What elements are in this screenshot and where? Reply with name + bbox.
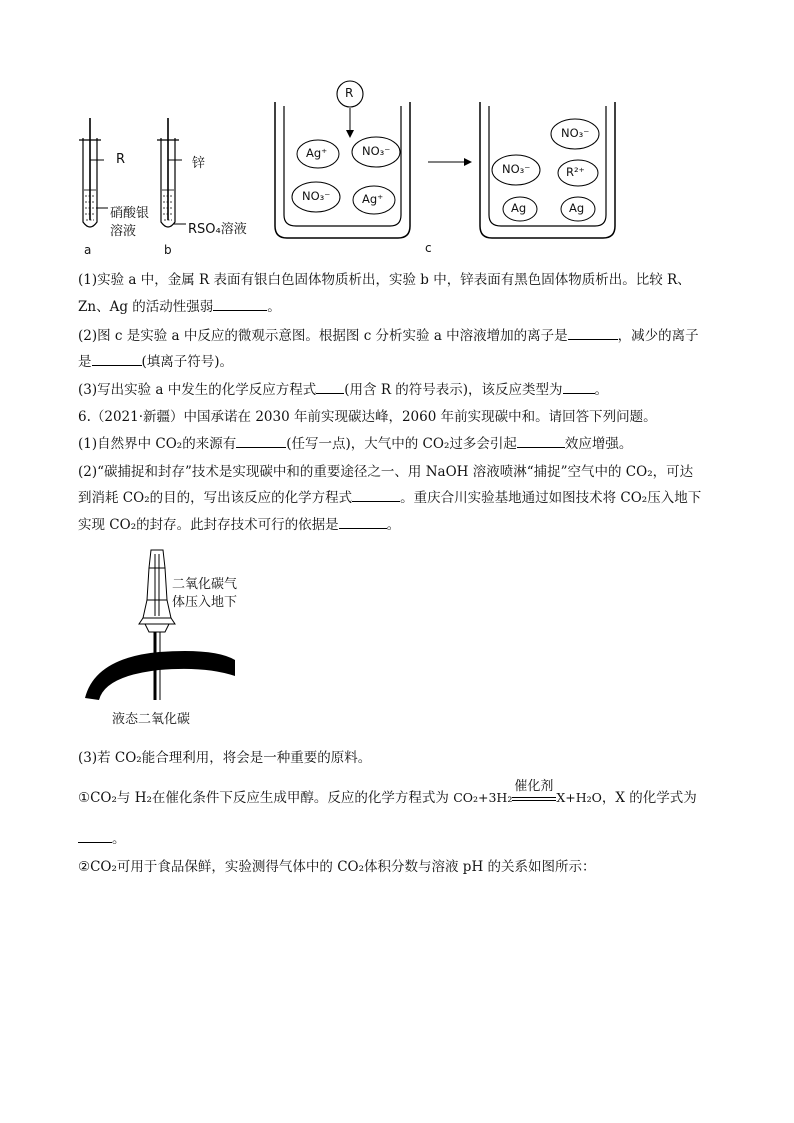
label-c: c [425, 241, 432, 255]
ion-left-1: Ag⁺ [306, 146, 328, 160]
test-tube-a [79, 118, 101, 227]
q5-part2-line2 [78, 352, 233, 372]
q5-part3 [78, 380, 608, 400]
ion-left-4: Ag⁺ [362, 192, 384, 206]
q5-part2-text-b: ，减少的离子 [617, 328, 699, 344]
q5-part1-text: Zn、Ag 的活动性强弱 [78, 299, 214, 315]
answer-blank[interactable] [92, 353, 142, 366]
q6-title: 6.（2021·新疆）中国承诺在 2030 年前实现碳达峰，2060 年前实现碳中和。请回答下列问题。 [78, 409, 657, 425]
fig2-label-1: 二氧化碳气 [172, 577, 238, 592]
q6-part3-item1 [78, 778, 697, 808]
experiment-figure [70, 80, 650, 262]
q6-part2-line2 [78, 488, 701, 508]
ion-right-2: NO₃⁻ [502, 162, 531, 176]
q6-part2-line3 [78, 515, 400, 535]
test-tube-b [157, 118, 179, 227]
falling-atom-label: R [345, 86, 354, 100]
beaker-left [275, 102, 410, 238]
q6-part1-text: (1)自然界中 CO₂的来源有 [78, 436, 237, 452]
q6-part1-text-c: 效应增强。 [564, 436, 633, 452]
ion-right-5: Ag [569, 201, 585, 215]
q6-part3: (3)若 CO₂能合理利用，将会是一种重要的原料。 [78, 750, 372, 766]
q5-part1-line2 [78, 297, 281, 317]
q5-part2-line1 [78, 326, 699, 346]
tube-b-solution-label: RSO₄溶液 [188, 222, 247, 237]
q6-part2-line1: (2)“碳捕捉和封存”技术是实现碳中和的重要途径之一、用 NaOH 溶液喷淋“捕捉”空气中的 CO₂，可达 [78, 464, 694, 480]
ion-right-3: R²⁺ [566, 165, 585, 179]
tube-a-metal-label: R [116, 152, 126, 167]
q6-part1 [78, 434, 632, 454]
q5-part3-text: (3)写出实验 a 中发生的化学反应方程式 [78, 382, 317, 398]
q5-part3-text-b: (用含 R 的符号表示)，该反应类型为 [344, 382, 563, 398]
co2-storage-figure [85, 548, 245, 708]
q5-part1-line1: (1)实验 a 中，金属 R 表面有银白色固体物质析出，实验 b 中，锌表面有黑色固体物质析出。比较 R、 [78, 272, 691, 288]
q5-part2-text-d: (填离子符号)。 [141, 354, 234, 370]
tube-b-metal-label: 锌 [192, 156, 206, 171]
ion-right-1: NO₃⁻ [561, 126, 590, 140]
answer-blank[interactable] [339, 516, 387, 529]
tube-a-solution-label: 硝酸银 [110, 206, 150, 221]
q6-part2-text: 到消耗 CO₂的目的，写出该反应的化学方程式 [78, 490, 353, 506]
equation-arrow [512, 778, 556, 806]
answer-blank[interactable] [568, 327, 618, 340]
answer-blank[interactable] [352, 489, 400, 502]
answer-blank[interactable] [517, 435, 565, 448]
q5-part2-text-c: 是 [78, 354, 92, 370]
q5-part3-end: 。 [594, 382, 609, 398]
label-b: b [164, 243, 172, 257]
q6-item1-text: ①CO₂与 H₂在催化条件下反应生成甲醇。反应的化学方程式为 [78, 790, 449, 806]
label-a: a [84, 243, 92, 257]
q6-item1-end: 。 [112, 831, 126, 847]
fig2-label-2: 体压入地下 [172, 595, 238, 610]
catalyst-label: 催化剂 [514, 778, 554, 794]
answer-blank[interactable] [563, 381, 595, 394]
tube-a-solution-label-2: 溶液 [110, 224, 137, 239]
q6-part2-text-d: 。 [386, 517, 401, 533]
ion-right-4: Ag [511, 201, 527, 215]
answer-blank[interactable] [236, 435, 286, 448]
fig2-label-3: 液态二氧化碳 [112, 712, 191, 727]
q6-item1-text-b: ，X 的化学式为 [601, 790, 697, 806]
answer-blank[interactable] [316, 381, 344, 394]
ion-left-3: NO₃⁻ [302, 189, 331, 203]
q6-part2-text-b: 。重庆合川实验基地通过如图技术将 CO₂压入地下 [400, 490, 702, 506]
q6-part1-text-b: (任写一点)，大气中的 CO₂过多会引起 [286, 436, 517, 452]
equation-lhs: CO₂+3H₂ [453, 790, 513, 805]
q6-part3-item2: ②CO₂可用于食品保鲜，实验测得气体中的 CO₂体积分数与溶液 pH 的关系如图所示： [78, 859, 596, 875]
q6-part3-item1-answer [78, 829, 126, 849]
answer-blank[interactable] [78, 830, 112, 843]
answer-blank[interactable] [213, 298, 267, 311]
injector-icon [139, 550, 175, 632]
equation-rhs: X+H₂O [556, 790, 602, 805]
q5-part2-text: (2)图 c 是实验 a 中反应的微观示意图。根据图 c 分析实验 a 中溶液增加的离子是 [78, 328, 568, 344]
q6-part2-text-c: 实现 CO₂的封存。此封存技术可行的依据是 [78, 517, 339, 533]
ion-left-2: NO₃⁻ [362, 144, 391, 158]
q5-part1-end: 。 [267, 299, 281, 315]
